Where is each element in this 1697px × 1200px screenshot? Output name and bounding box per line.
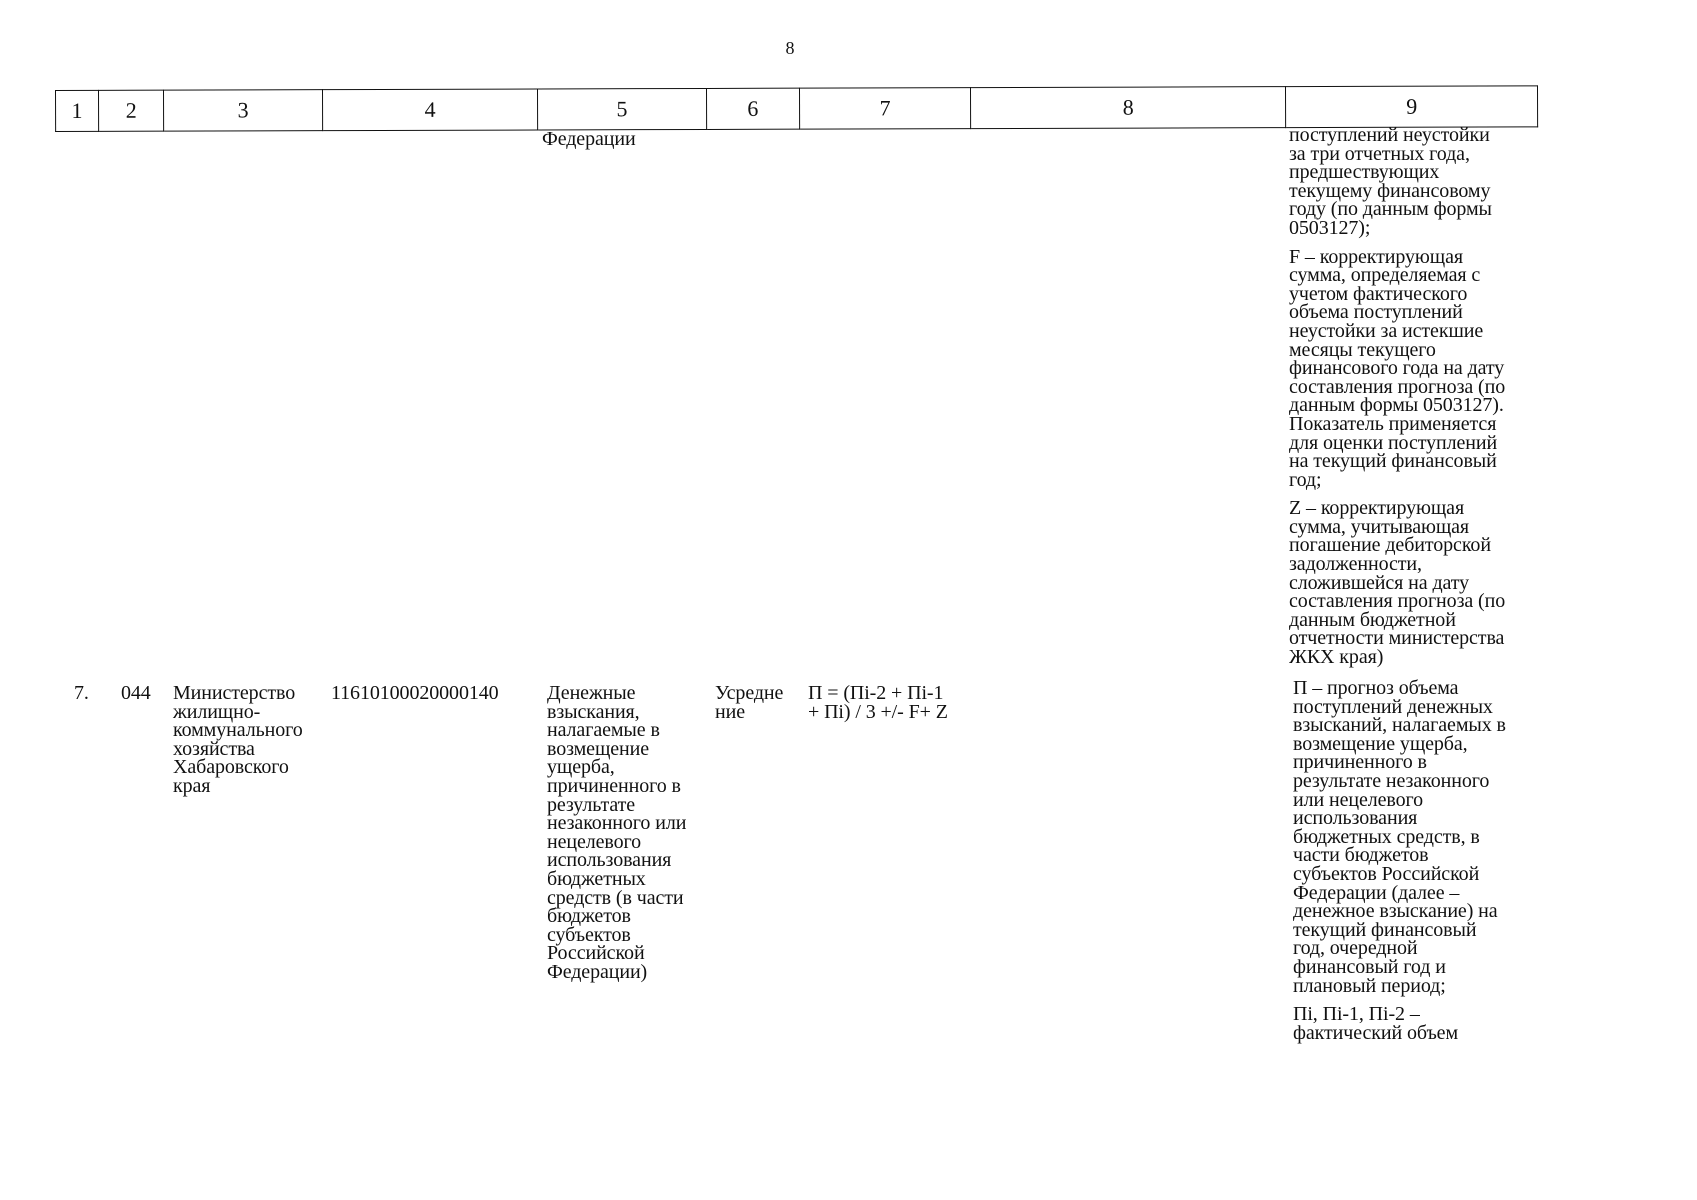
header-col-6: 6 (706, 88, 800, 129)
header-col-9: 9 (1286, 86, 1538, 128)
forecast-formula: П = (Пi-2 + Пi-1 + Пi) / 3 +/- F+ Z (808, 682, 948, 723)
header-col-5: 5 (538, 88, 706, 130)
page-number: 8 (785, 38, 795, 58)
header-col-1: 1 (56, 90, 99, 131)
description-paragraph: П – прогноз объема поступлений денежных взысканий, налагаемых в возмещение ущерба, причиненного в результате незаконного или нецелевого использования бюджетных средств, в части бюджетов субъектов Российской Федерации (далее – денежное взыскание) на текущий финансовый год, очередной финансовый год и плановый период; (1293, 677, 1506, 997)
description-paragraph: F – корректирующая сумма, определяемая с учетом фактического объема поступлений неустойки за истекшие месяцы текущего финансового года на дату составления прогноза (по данным формы 0503127). Показатель применяется для оценки поступлений на текущий финансовый год; (1289, 245, 1506, 491)
row-description-cell (1293, 679, 1555, 1042)
forecast-method: Усредне ние (715, 682, 784, 723)
administrator-code: 044 (121, 682, 151, 704)
description-paragraph: поступлений неустойки за три отчетных года, предшествующих текущему финансовому году (по данным формы 0503127); (1289, 124, 1492, 239)
continued-revenue-name: Федерации (542, 128, 636, 150)
row-number: 7. (74, 682, 89, 704)
administrator-name: Министерство жилищно- коммунального хозяйства Хабаровского края (173, 682, 303, 797)
revenue-name: Денежные взыскания, налагаемые в возмещение ущерба, причиненного в результате незаконного или нецелевого использования бюджетных средств (в части бюджетов субъектов Российской Федерации) (547, 682, 687, 983)
description-paragraph: Z – корректирующая сумма, учитывающая погашение дебиторской задолженности, сложившейся на дату составления прогноза (по данным бюджетной отчетности министерства ЖКХ края) (1289, 497, 1506, 669)
header-col-8: 8 (971, 87, 1286, 129)
description-paragraph: Пi, Пi-1, Пi-2 – фактический объем (1293, 1003, 1459, 1044)
header-col-2: 2 (98, 90, 164, 131)
continued-description-cell (1289, 126, 1551, 667)
budget-classification-code: 11610100020000140 (331, 682, 499, 704)
header-col-7: 7 (800, 88, 971, 130)
header-col-3: 3 (164, 90, 322, 131)
header-col-4: 4 (322, 89, 538, 131)
